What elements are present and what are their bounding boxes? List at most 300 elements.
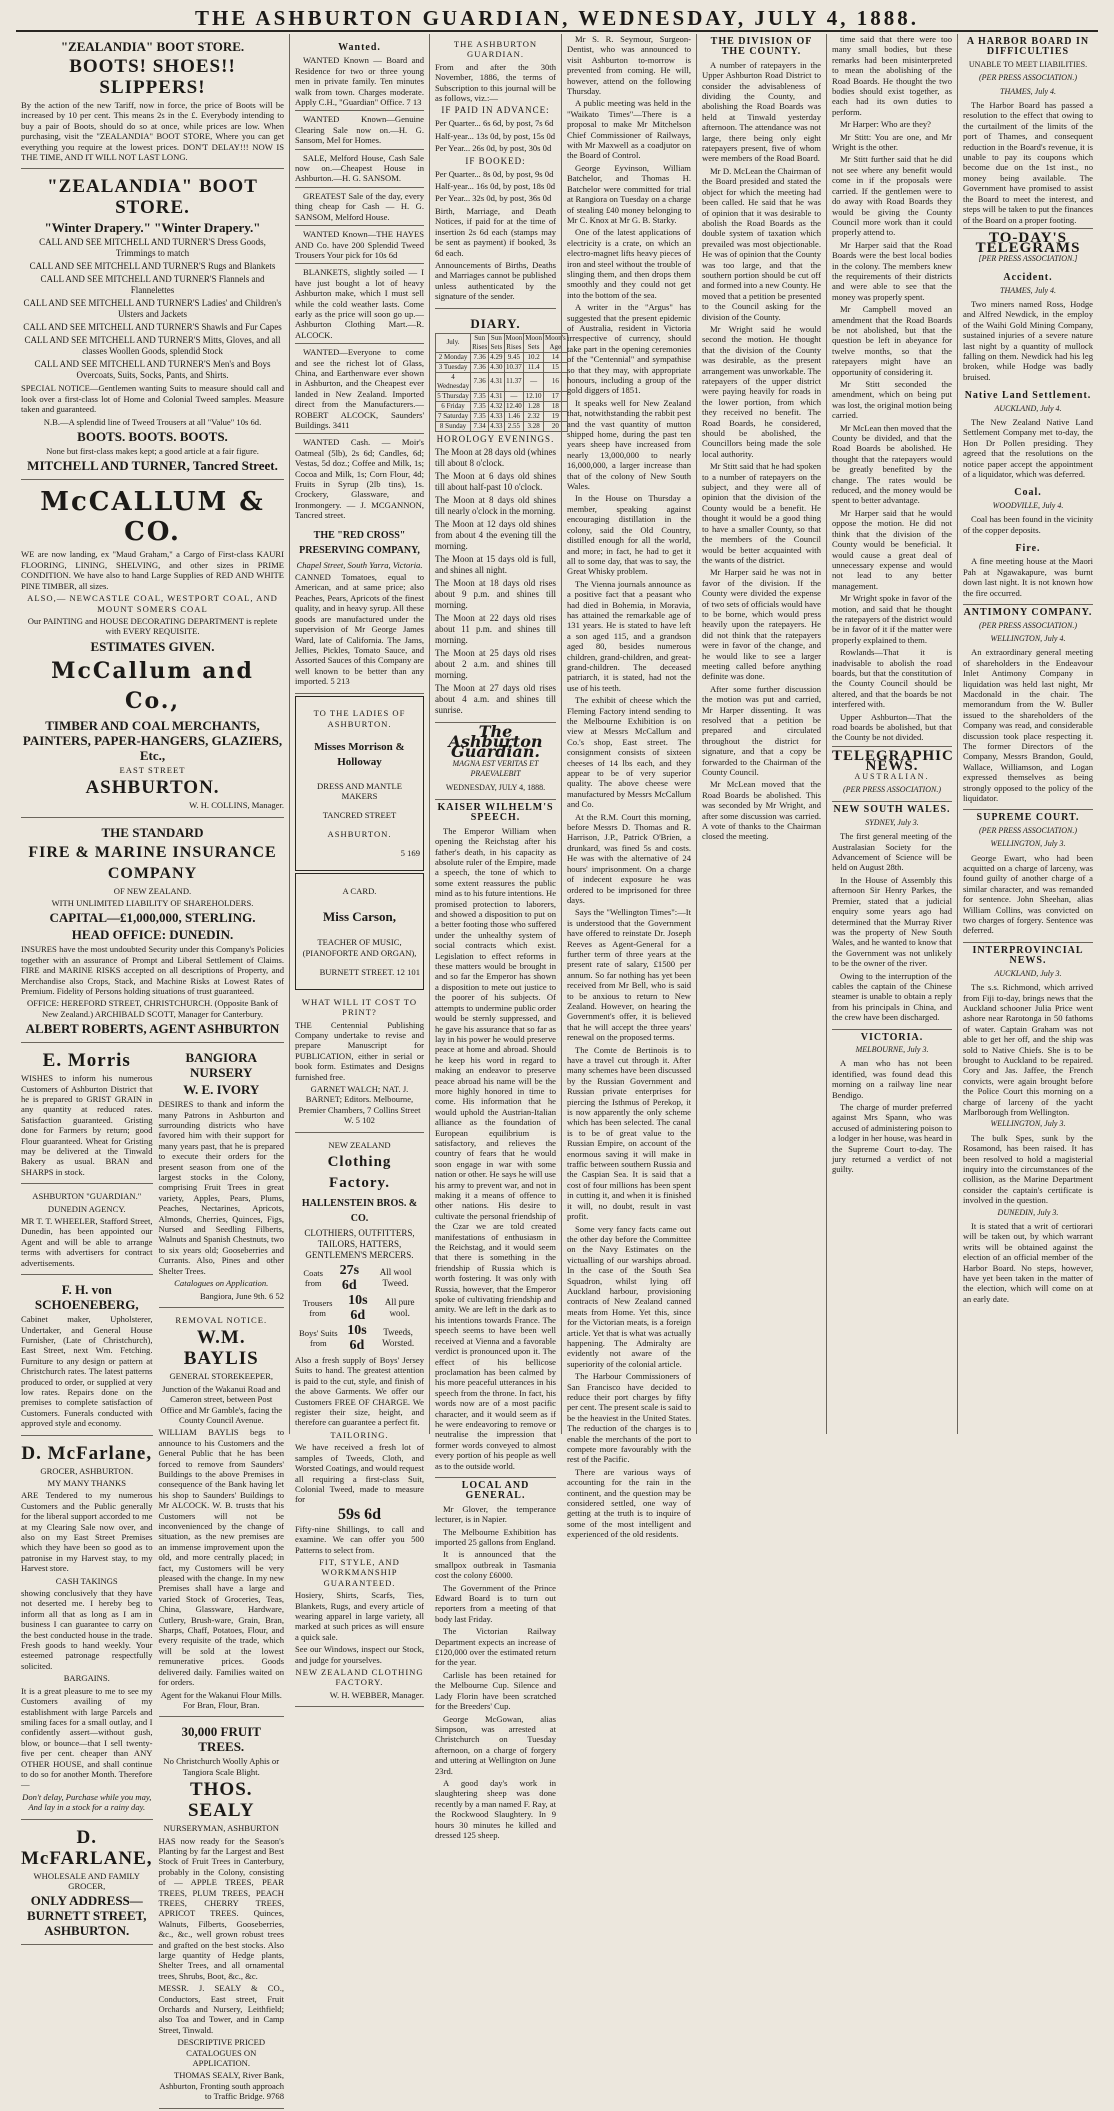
article-paragraph: Mr McLean then moved that the County be divided, and that the Road Boards be abolished. He thought that the ratepayers would be greatly benefited by the change. The rates would be reduced, and the money would be spent to better advantage. (832, 422, 952, 506)
table-row (436, 372, 568, 391)
ad-line: CALL AND SEE MITCHELL AND TURNER'S Rugs and Blankets (29, 261, 276, 272)
news-paragraph: George Ewart, who had been acquitted on a charge of larceny, was found guilty of another charge of a similar character, and was remanded for sentence. John Sheehan, alias William Collins, was convicted on two charges of forgery. Sentence was deferred. (963, 852, 1093, 936)
sub-rate: Per Quarter... 6s 6d, by post, 7s 6d (435, 118, 554, 129)
morrison-ad (295, 696, 424, 872)
ad-manager: W. H. WEBBER, Manager. (329, 1689, 424, 1700)
ad-name: Misses Morrison & Holloway (314, 740, 405, 768)
price-note: All wool Tweed. (379, 1267, 412, 1289)
sub-rate: Half-year... 16s 0d, by post, 18s 0d (435, 181, 556, 192)
table-header: Sun Sets (490, 333, 503, 351)
sealy-ad (159, 1719, 285, 2108)
news-paragraph: Owing to the interruption of the cables the captain of the Chinese steamer is unable to obtain a reply from his principals in China, and the crew have been discharged. (832, 970, 952, 1023)
todays-telegrams-heading: TO-DAY'S TELEGRAMS (975, 229, 1081, 257)
ad-trade: GENERAL STOREKEEPER, (169, 1371, 274, 1382)
column-7 (958, 34, 1098, 1434)
diary-line: The Moon at 27 days old rises about 4 a.m. and shines till sunrise. (435, 682, 556, 715)
table-cell: 17 (543, 391, 567, 401)
ad-name: W.M. BAYLIS (183, 1327, 259, 1370)
ad-slogan: BOOTS! SHOES!! SLIPPERS! (69, 56, 236, 98)
table-cell: 12.40 (505, 401, 522, 410)
ad-firm: MITCHELL AND TURNER, Tancred Street. (27, 458, 278, 474)
ad-trade: TIMBER AND COAL MERCHANTS, PAINTERS, PAPER-HANGERS, GLAZIERS, Etc., (22, 717, 283, 763)
price-item: Coats from (303, 1267, 323, 1289)
table-cell: 7.34 (471, 421, 489, 431)
article-paragraph: Mr Harper said that he would oppose the motion. He did not think that the division of the County would be beneficial. It would cause a great deal of unnecessary expense and would not lead to any better management. (832, 507, 952, 591)
sub-booked: IF BOOKED: (465, 155, 526, 166)
wanted-ad: BLANKETS, slightly soiled — I have just bought a lot of heavy Ashburton make, which I must sell while the cold weather lasts. Come early as the price will soon go up.—Ashburton Clothing Mart.—R. ALCOCK. (295, 267, 424, 340)
table-header-row (436, 333, 568, 352)
ad-name: Miss Carson, (323, 909, 396, 925)
editorial-title: KAISER WILHELM'S SPEECH. (435, 799, 556, 824)
news-paragraph: Says the "Wellington Times":—It is understood that the Government have offered to reinstate Dr. Joseph Reeves as Agent-General for a further term of three years at the present rate of salary, £1500 per annum. So far nothing has yet been received from Mr Bell, who is said to be anxious to return to New Zealand. However, on hearing the Government's offer, it is believed that he will accept the three years' renewal on the proposed terms. (567, 907, 691, 1043)
ad-office: HEAD OFFICE: DUNEDIN. (71, 927, 234, 943)
news-paragraph: One of the latest applications of electricity is a crate, on which an electro-magnet lifts heavy pieces of iron and steel without the trouble of slinging them, and then drops them smoothly and they could not get into the bottom of the sea. (567, 227, 691, 300)
ad-suit-price: 59s 6d (337, 1505, 382, 1523)
ad-line: CALL AND SEE MITCHELL AND TURNER'S Dress Goods, Trimmings to match (39, 237, 266, 259)
wanted-ad: WANTED Cash. — Moir's Oatmeal (5lb), 2s 6d; Candles, 6d; Vestas, 5d doz.; Coffee and Milk, 1s; Cocoa and Milk, 1s; Corn Flour, 4d; Fruits in Syrup (2lb tins), 1s. Crockery, Glassware, and Ironmongery. — J. MCGANNON, Tancred street. (295, 437, 424, 521)
ad-footer: Bangiora, June 9th. 6 52 (199, 1290, 284, 1301)
telegraphic-heading: TELEGRAPHIC NEWS. (832, 747, 954, 775)
wanted-ad: WANTED Known—THE HAYES AND Co. have 200 Splendid Tweed Trousers Your pick for 10s 6d (295, 229, 424, 260)
ad-body: Hosiery, Shirts, Scarfs, Ties, Blankets, Rugs, and every article of wearing apparel in large variety, all marked at such prices as will ensure a quick sale. (295, 1590, 424, 1642)
table-cell: 4.29 (490, 352, 503, 361)
ad-street: EAST STREET (119, 764, 186, 775)
ad-sig: THOMAS SEALY, River Bank, Ashburton, Fronting south approach to Traffic Bridge. 9768 (159, 2070, 284, 2102)
diary-evening: HOROLOGY EVENINGS. (436, 433, 555, 444)
ad-slogan: "Winter Drapery." "Winter Drapery." (44, 220, 261, 236)
ad-card: A CARD. (342, 885, 377, 896)
table-cell: 2.32 (524, 411, 544, 421)
news-paragraph: The New Zealand Native Land Settlement Company met to-day, the Hon Dr Pollen presiding. They agreed that the resolutions on the notice paper accept the appointment of a liquidator, which was deferred. (963, 417, 1093, 480)
ad-body: MR T. T. WHEELER, Stafford Street, Dunedin, has been appointed our Agent and will be able to arrange terms with advertisers for contract advertisements. (21, 1216, 153, 1268)
table-cell: 11.37 (504, 372, 524, 391)
news-paragraph: The Comte de Bertinois is to have a travel cut through it. After many schemes have been discussed by the Russian Government and Russian private enterprises for piercing the Isthmus of Perekop, it is now apparently the only scheme which has been selected. The canal is to be of great value to the Russian Empire, on account of the enormous saving it will make in traffic between southern Russia and the Caspian Sea. It is said that a cost of four millions has been spent in cutting it, and when it is finished it will, no doubt, result in vast profit. (567, 1044, 691, 1222)
ad-line: ASHBURTON "GUARDIAN." (32, 1191, 142, 1202)
news-paragraph: The first general meeting of the Australasian Society for the Advancement of Science will be held on August 28th. (832, 831, 952, 873)
column-3 (430, 34, 566, 1840)
ad-title: WHAT WILL IT COST TO PRINT? (301, 996, 418, 1018)
ad-title: E. Morris (42, 1050, 131, 1072)
clothing-ad (295, 1135, 424, 1708)
ad-boots: BOOTS. BOOTS. BOOTS. (77, 429, 228, 445)
inter-date: AUCKLAND, July 3. (994, 968, 1062, 978)
morris-ad (21, 1045, 153, 1184)
table-cell: 11.4 (524, 362, 544, 372)
wanted-ad: WANTED Known — Board and Residence for two or three young men in private family. Ten minutes walk from town. Charges moderate. Apply C.H., "Guardian" Office. 7 13 (295, 55, 424, 108)
sub-announce: Announcements of Births, Deaths and Marriages cannot be published unless authenticated by the signature of the sender. (435, 259, 556, 302)
price-row (295, 1323, 424, 1353)
news-paragraph: At the R.M. Court this morning, before Messrs D. Thomas and R. Harrison, J.P., Patrick O'Brien, a drunkard, was fined 5s and costs. He was with the alternative of 24 hours' imprisonment. On a charge of indecent exposure he was ordered to be imprisoned for three days. (567, 811, 691, 905)
ad-sub: No Christchurch Woolly Aphis or Tangiora Scale Blight. (163, 1756, 280, 1777)
telegraphic-sub: AUSTRALIAN. (854, 771, 930, 781)
diary-title: DIARY. (470, 315, 521, 331)
ad-line: CALL AND SEE MITCHELL AND TURNER'S Mitts, Gloves, and all classes Woollen Goods, splendid Stock (24, 335, 281, 357)
article-paragraph: Mr D. McLean the Chairman of the Board presided and stated the object for which the meeting had been called. He said that he was of opinion that it was desirable to abolish the Road Boards as the double system of taxation which prevailed was most objectionable. He was of opinion that the County was too large, and that the southern portion should be cut off and formed into a new County. He moved that a petition be presented to the Council asking for the division of the County. (702, 165, 821, 322)
price-item: Boys' Suits from (299, 1327, 338, 1349)
diary-line: The Moon at 6 days old shines till about half-past 10 o'clock. (435, 470, 556, 492)
table-cell: 1.28 (524, 401, 544, 411)
table-cell: 6 Friday (436, 401, 471, 411)
ad-body: WISHES to inform his numerous Customers of Ashburton District that he is prepared to GRIST GRAIN in any quantity at reduced rates. Satisfaction guaranteed. Gristing done for Farmers by return; good Flour guaranteed. Wheat for Gristing may be delivered at the Tinwald Bakery as usual. BRAN and SHARPS in stock. (21, 1073, 153, 1177)
table-cell: 2 Monday (436, 352, 471, 362)
diary (435, 311, 566, 723)
diary-line: The Moon at 12 days old shines from about 4 the evening till the morning. (435, 518, 556, 551)
ad-line: CALL AND SEE MITCHELL AND TURNER'S Ladies' and Children's Ulsters and Jackets (23, 298, 282, 320)
antimony-date: WELLINGTON, July 4. (990, 633, 1066, 643)
news-paragraph: A fine meeting house at the Maori Pah at Ngawakapure, was burnt down last night. It is not known how the fire occurred. (963, 556, 1093, 598)
news-paragraph: The Vienna journals announce as a positive fact that a peasant who had died in Bohemia, in Moravia, has attained the remarkable age of 131 years. He is stated to have left a son aged 115, and a grandson aged 80, besides numerous children, grand-children, and great-grand-children. The deceased patriarch, it is stated, had not the use of his teeth. (567, 578, 691, 693)
table-cell: 10.37 (505, 362, 522, 371)
table-cell: 7.35 (471, 401, 489, 411)
ad-body: It is a great pleasure to me to see my Customers availing of my establishment with large Parcels and smiling faces for a small outlay, and I confidently assert—without gush, blow, or bounce—that I sell twenty-five per cent. cheaper than ANY OTHER HOUSE, and shall continue to do so for another Month. Therefore— (21, 1685, 153, 1790)
news-paragraph: Mr S. R. Seymour, Surgeon-Dentist, who was announced to visit Ashburton to-morrow is prevented from coming. He will, however, attend on the following Thursday. (567, 34, 691, 97)
news-paragraph: It speaks well for New Zealand that, notwithstanding the rabbit pest and the vast quantity of mutton shipped home, during the past ten years sheep have increased from nearly 13,000,000 to nearly 16,000,000, a larger increase than that of the colony of New South Wales. (567, 397, 691, 492)
harbour-assoc: (PER PRESS ASSOCIATION.) (979, 73, 1077, 83)
article-paragraph: Mr Stitt said that he had spoken to a number of ratepayers on the subject, and they were all of opinion that the division of the County would be a benefit. He thought it would be a good thing to have a smaller County, so that the members of the Council would be better acquainted with the wants of the district. (702, 461, 821, 565)
ad-trade: GROCER, ASHBURTON. (40, 1465, 134, 1476)
table-cell: 5 Thursday (437, 391, 469, 400)
ad-firm: HALLENSTEIN BROS. & CO. (301, 1198, 418, 1225)
article-paragraph: time said that there were too many small bodies, but these remarks had been misinterpreted to mean the abolishing of the Road Boards. He thought the two bodies should exist together, as each had its own duties to perform. (832, 34, 952, 117)
item-date: THAMES, July 4. (1000, 285, 1056, 295)
sub-rate: Per Year... 26s 0d, by post, 30s 0d (435, 143, 552, 154)
paper-nameplate: The Ashburton Guardian. (448, 721, 543, 762)
item-date: WOODVILLE, July 4. (992, 500, 1064, 510)
table-cell: 9.45 (504, 352, 524, 362)
article-paragraph: Mr Harper said he was not in favor of the division. If the County were divided the expense of two sets of officials would have to be borne, which would press heavily upon the ratepayers. He did not think that the ratepayers were in favor of the change, and he would like to see a larger meeting called before anything definite was done. (702, 567, 821, 682)
ad-addr: ONLY ADDRESS— BURNETT STREET, ASHBURTON. (27, 1893, 147, 1939)
column-2 (290, 34, 430, 1700)
news-paragraph: A public meeting was held in the "Waikato Times"—There is a proposal to make Mr Mitchelson Chief Commissioner of Railways, with Mr Maxwell as a coadjutor on the Board of Control. (567, 98, 691, 161)
diary-table (435, 333, 568, 432)
sub-rate: Per Quarter... 8s 0d, by post, 9s 0d (435, 168, 554, 179)
local-item: George McGowan, alias Simpson, was arrested at Christchurch on Tuesday afternoon, on a charge of forgery and uttering at Wellington on June 23rd. (435, 1713, 556, 1776)
article-paragraph: Mr Stitt seconded the amendment, which on being put was lost, the original motion being carried. (832, 379, 952, 421)
subscription-notice (435, 34, 556, 309)
table-row (436, 352, 568, 362)
column-5 (697, 34, 827, 1434)
item-heading: Fire. (1015, 543, 1041, 555)
ad-num: 5 169 (400, 848, 420, 859)
ad-footer: DESCRIPTIVE PRICED CATALOGUES ON APPLICATION. (177, 2037, 266, 2069)
column-4 (562, 34, 697, 1540)
mccallum-ad (21, 482, 284, 817)
ad-trade: NURSERYMAN, ASHBURTON (163, 1823, 279, 1834)
table-header: Moon Sets (525, 333, 542, 351)
guardian-agency-ad (21, 1186, 153, 1275)
vic-heading: VICTORIA. (832, 1029, 952, 1043)
ad-trade: DRESS AND MANTLE MAKERS (317, 780, 402, 802)
ad-addr: Junction of the Wakanui Road and Cameron street, between Post Office and Mr Gamble's, facing the County Council Avenue. (160, 1383, 283, 1425)
table-row (436, 411, 568, 421)
sub-body: From and after the 30th November, 1886, the terms of Subscription to this journal will be as follows, viz.:— (435, 61, 556, 104)
diary-line: The Moon at 18 days old rises about 9 p.m. and shines till morning. (435, 577, 556, 610)
telegraphic-assoc: (PER PRESS ASSOCIATION.) (843, 785, 941, 795)
article-paragraph: Rowlands—That it is inadvisable to abolish the road boards, but that the constitution of the County Council should be altered, and that the boards be not interfered with. (832, 647, 952, 710)
ad-line: CALL AND SEE MITCHELL AND TURNER'S Shawls and Fur Capes (23, 322, 282, 333)
article-paragraph: Mr Harper said that the Road Boards were the best local bodies in the colony. The members knew the requirements of their districts and were able to see that the money was properly spent. (832, 239, 952, 302)
baylis-ad (159, 1310, 285, 1717)
ad-of: OF NEW ZEALAND. (113, 885, 192, 896)
ad-body: ARE Tendered to my numerous Customers and the Public generally for the liberal support accorded to me at my Clearing Sale now over, and also on my East Street Premises which they have been so good as to patronise in my Harvest stay, to my Harvest store. (21, 1490, 153, 1574)
price-row (295, 1263, 424, 1293)
ad-cash: CASH TAKINGS (55, 1575, 118, 1586)
item-heading: Coal. (1014, 487, 1042, 499)
ad-agent: ALBERT ROBERTS, AGENT ASHBURTON (25, 1021, 280, 1037)
price-note: Tweeds, Worsted. (382, 1327, 415, 1349)
sub-paid: IF PAID IN ADVANCE: (441, 105, 550, 116)
nsw-heading: NEW SOUTH WALES. (832, 801, 952, 815)
ad-title: "ZEALANDIA" BOOT STORE. (60, 39, 245, 54)
table-cell: 7.36 (471, 362, 489, 372)
table-cell: 4.31 (489, 372, 504, 391)
ad-name: THOS. SEALY (187, 1779, 255, 1822)
table-cell: 4.33 (490, 411, 503, 420)
carson-ad (295, 873, 424, 989)
ad-trade: WHOLESALE AND FAMILY GROCER, (33, 1870, 140, 1891)
news-paragraph: It is stated that a writ of certiorari will be taken out, by which warrant writs will be obtained against the election of an official member of the Harbor Board. No steps, however, have yet been taken in the matter of the election, which will come on at an early date. (963, 1221, 1093, 1304)
article-paragraph: Mr Stitt: You are one, and Mr Wright is the other. (832, 131, 952, 153)
news-paragraph: The Harbor Board has passed a resolution to the effect that owing to the curtailment of the limits of the port of Thames, and consequent reduction in the Board's revenue, it is unable to pay its coupons which become due on the 1st inst., no money being available. The Government have promised to assist the Board to meet the interest, and steps will be taken to put the finances of the Board on a proper footing. (963, 100, 1093, 225)
article-paragraph: Mr McLean moved that the Road Boards be abolished. This was seconded by Mr Wright, and after some discussion was carried. A vote of thanks to the Chairman closed the meeting. (702, 779, 821, 842)
zealandia-ad-2 (21, 171, 284, 480)
supreme-heading: SUPREME COURT. (963, 809, 1093, 823)
ad-sig: GARNET WALCH; NAT. J. BARNET; Editors. Melbourne, Premier Chambers, 7 Collins Street W. 5 102 (298, 1084, 421, 1126)
news-paragraph: George Eyvinson, William Batchelor, and Thomas H. Batchelor were committed for trial at Rangiora on Tuesday on a charge of stealing £40 money belonging to Mr C. Knox at Mr G. B. Starky. (567, 162, 691, 225)
ad-line: DUNEDIN AGENCY. (47, 1203, 126, 1214)
ad-sub: MY MANY THANKS (47, 1477, 126, 1488)
editorial-body: The Emperor William when opening the Reichstag after his father's death, in his capacity as absolute ruler of the Empire, made a speech, the tone of which to some extent reassures the public mind as to his future intentions. He promised protection to laborers, and showed a disposition to put on a better footing those who suffered under the unhealthy system of social contracts which exist. Legislation to effect reforms in these matters would be brought in and so far the Emperor has shown a disposition to mete out justice to the poorer of his subjects. Of attempts to undermine public order would be sternly suppressed, and he gave his assurance that so far as lay in his power he would preserve peace at home and abroad. Should he keep his word in regard to making an endeavor to preserve peace abroad his name will be the more highly honored in time to come. His information that he would uphold the Austrian-Italian alliance as the foundation of European equilibrium is satisfactory, and relieves the country of fears that he would soon engage in war with some nation or other. He says he will use his army to prevent war, and not in making it a means of offence to other nations. His desire to cultivate the personal friendship of the Czar we are told created manifestations of enthusiasm in the Reichstag, and it would seem that there is something in the friendship of Russia which is worth fostering. It was only with Russia, however, that the Emperor spoke of cultivating friendship and amity. We are left in the dark as to his intentions towards France. The speech seems to have been well received at Vienna and a favorable verdict is pronounced upon it. The effect of his bellicose proclamation has been calmed by his more peaceful utterances in his speech from the throne. In fact, his words now are of a most pacific character, and it would seem as if he were endeavoring to remove or neutralise the impression that former words conveyed to almost every portion of his people as well as to the outside world. (435, 825, 557, 1471)
insurance-ad (21, 820, 284, 1044)
item-heading: Native Land Settlement. (964, 390, 1092, 402)
price-note: All pure wool. (384, 1297, 415, 1319)
ad-capital: CAPITAL—£1,000,000, STERLING. (49, 910, 256, 926)
masthead: THE ASHBURTON GUARDIAN, WEDNESDAY, JULY 4, 1888. (16, 6, 1098, 32)
supreme-date: WELLINGTON, July 3. (990, 839, 1066, 849)
price-value: 10s 6d (348, 1293, 368, 1324)
table-row (436, 421, 568, 431)
harbour-date: THAMES, July 4. (1000, 86, 1056, 96)
diary-line: The Moon at 15 days old is full, and shines all night. (435, 553, 556, 575)
table-header: Sun Rises (472, 333, 488, 351)
wanted-ad: SALE, Melford House, Cash Sale now on.—Cheapest House in Ashburton.—H. G. SANSOM. (295, 152, 424, 184)
nsw-date: SYDNEY, July 3. (865, 817, 919, 827)
ad-body: HAS now ready for the Season's Planting by far the Largest and Best Stock of Fruit Trees in Canterbury, probably in the Colony, consisting of — APPLE TREES, PEAR TREES, PLUM TREES, PEACH TREES, CHERRY TREES, APRICOT TREES. Quinces, Walnuts, Filberts, Gooseberries, &c., &c., well grown robust trees and grafted on the best stocks. Also large quantity of Hedge plants, Shelter Trees, and all ornamental trees, Shrubs, Boot, &c., &c. (158, 1835, 284, 1981)
ad-body: Fifty-nine Shillings, to call and examine. We can offer you 500 Patterns to select from. (295, 1523, 424, 1555)
ad-street: TANCRED STREET (322, 810, 397, 821)
ad-town: ASHBURTON. (327, 829, 392, 840)
sub-notices: Birth, Marriage, and Death Notices, if paid for at the time of insertion 2s 6d each (stamps may be sent as payment) if booked, 3s 6d each. (435, 205, 556, 258)
local-heading: LOCAL AND GENERAL. (435, 1477, 556, 1502)
table-cell: 16 (543, 372, 567, 391)
printing-ad (295, 992, 424, 1133)
ad-trade: CLOTHIERS, OUTFITTERS, TAILORS, HATTERS, GENTLEMEN'S MERCERS. (304, 1228, 415, 1261)
table-cell: 10.2 (524, 352, 544, 362)
ad-line: CALL AND SEE MITCHELL AND TURNER'S Men's and Boys Overcoats, Suits, Socks, Pants, and Shirts. (34, 359, 271, 381)
mcfarlane-ad-2 (21, 1822, 153, 1946)
news-paragraph: An extraordinary general meeting of shareholders in the Endeavour Inlet Antimony Company in liquidation was held last night, Mr Macdonald in the chair. The memorandum from the W. Buller issued to the shareholders of the Company was read, and considerable discussion took place respecting it. The former Directors of the Company, Messrs Brandon, Gould, Wallace, Williamson, and Logan expressed themselves as being strongly opposed to the policy of the liquidator. (963, 647, 1093, 803)
todays-telegrams-assoc: [PER PRESS ASSOCIATION.] (978, 253, 1078, 263)
ad-the: THE STANDARD (101, 824, 204, 840)
ad-body: CANNED Tomatoes, equal to American, and at same price; also Peaches, Pears, Apricots of the finest quality, and in heavy syrup. All these goods are manufactured under the supervision of Mr George James Ward, late of California. The Jams, Jellies, Pickles, Tomato Sauce, and Assorted Sauces of this Company are well known to be better than any imported. 5 213 (295, 572, 424, 687)
local-item: The Melbourne Exhibition has imported 25 gallons from England. (435, 1526, 556, 1547)
table-cell: 4.30 (490, 362, 503, 371)
ad-line2: Clothing Factory. (327, 1154, 392, 1192)
local-item: Mr Glover, the temperance lecturer, is in Napier. (435, 1503, 556, 1525)
ad-body: THE Centennial Publishing Company undertake to revise and prepare Manuscript for PUBLICATION, either in serial or book form. Estimates and Designs furnished free. (295, 1019, 424, 1082)
vic-date: MELBOURNE, July 3. (855, 1044, 929, 1054)
col1-split (21, 1045, 284, 2111)
news-paragraph: There are various ways of accounting for the rain in the continent, and the question may be considered settled, one way of getting at the truth is to inquire of some of the most intelligent and experienced of the old residents. (567, 1466, 691, 1540)
diary-line: The Moon at 28 days old (whines till about 8 o'clock. (435, 446, 556, 468)
article-paragraph: Upper Ashburton—That the road boards be abolished, but that the County be not divided. (832, 711, 952, 743)
news-paragraph: Coal has been found in the vicinity of the copper deposits. (963, 514, 1093, 535)
ad-liability: WITH UNLIMITED LIABILITY OF SHAREHOLDERS. (51, 897, 254, 908)
ad-notice: SPECIAL NOTICE—Gentlemen wanting Suits to measure should call and look over a first-class lot of Home and Colonial Tweed samples. Measure taken and guaranteed. (21, 383, 284, 415)
table-cell: 7.36 (471, 372, 489, 391)
col1-right (159, 1045, 285, 2111)
ad-body: INSURES have the most undoubted Security under this Company's Policies together with an assurance of Prompt and Liberal Settlement of Claims. FIRE and MARINE RISKS accepted on all descriptions of Property, and Merchandise also Crops, Stack, and Machine Risks at Lowest Rates of Premium. Fidelity of Persons holding situations of trust guaranteed. (21, 944, 284, 996)
table-row (436, 401, 568, 411)
ad-branch: OFFICE: HEREFORD STREET, CHRISTCHURCH. (Opposite Bank of New Zealand.) ARCHIBALD SCOTT, Manager for Canterbury. (27, 998, 278, 1019)
diary-line: The Moon at 22 days old rises about 11 p.m. and shines till morning. (435, 612, 556, 645)
item-heading: Accident. (1003, 272, 1053, 284)
article-paragraph: Mr Campbell moved an amendment that the Road Boards be not abolished, but that the question be left in abeyance for twelve months, so that the ratepayers might have an opportunity of considering it. (832, 304, 952, 377)
ad-body: By the action of the new Tariff, now in force, the price of Boots will be increased by 10 per cent. This means 2s in the £. Everybody intending to buy a pair of Boots, should do so at once, while prices are low. When purchasing, visit the "ZEALANDIA" BOOT STORE, Where you can get everything you require at the lowest prices. DON'T DELAY!!! NOW IS THE TIME, AND IT WILL NOT LAST LONG. (21, 100, 284, 163)
dunedin-date: DUNEDIN, July 3. (997, 1207, 1059, 1217)
diary-line: The Moon at 8 days old shines till nearly o'clock in the morning. (435, 494, 556, 516)
ad-line1: NEW ZEALAND (328, 1139, 391, 1150)
wellington-date: WELLINGTON, July 3. (990, 1119, 1066, 1129)
col1-left (21, 1045, 153, 2111)
news-paragraph: A man who has not been identified, was found dead this morning on a railway line near Bendigo. (832, 1058, 952, 1100)
ad-to: TO THE LADIES OF ASHBURTON. (313, 708, 406, 729)
diary-line: The Moon at 25 days old rises about 2 a.m. and shines till morning. (435, 647, 556, 680)
ad-title: BANGIORA NURSERY (185, 1050, 257, 1081)
supreme-assoc: (PER PRESS ASSOCIATION.) (979, 825, 1077, 835)
ad-name: McCallum and Co., (51, 657, 254, 714)
ad-agent: Agent for the Wakanui Flour Mills. For Bran, Flour, Bran. (160, 1689, 282, 1710)
table-cell: 14 (543, 352, 567, 362)
ad-addr: BURNETT STREET. 12 101 (319, 966, 420, 977)
schoenberg-ad (21, 1277, 153, 1435)
wanted-ad: WANTED—Everyone to come and see the richest lot of Glass, China, and Earthenware ever shown in Ashburton, and the Cheapest ever landed in New Zealand. Imported direct from the Manufacturers.—ROBERT ALCOCK, Saunders' Buildings. 3411 (295, 347, 424, 430)
interprovincial-heading: INTERPROVINCIAL NEWS. (963, 942, 1093, 967)
news-paragraph: The exhibit of cheese which the Fleming Factory intend sending to the Melbourne Exhibition is on view at Messrs McCallum and Co.'s shop, East street. The consignment consists of sixteen cheeses of 14 lbs each, and they appear to be of very superior quality. The above cheese were manufactured by Messrs McCallum and Co. (567, 695, 691, 810)
ad-body: MESSR. J. SEALY & CO., Conductors, East street, Fruit Orchards and Nursery, Leithfield; also Toa and Tower, and in Camp Street, Tinwald. (158, 1983, 284, 2035)
sub-title: THE ASHBURTON GUARDIAN. (453, 39, 538, 60)
ad-dept: Our PAINTING and HOUSE DECORATING DEPARTMENT is replete with EVERY REQUISITE. (27, 615, 278, 637)
table-cell: 4.33 (490, 421, 503, 430)
ad-notice: REMOVAL NOTICE. (175, 1314, 268, 1325)
wanted-ad: WANTED Known—Genuine Clearing Sale now on.—H. G. Sansom, Mel for Homes. (295, 114, 424, 146)
ad-title: FIRE & MARINE INSURANCE COMPANY (28, 843, 277, 882)
table-cell: 19 (543, 411, 567, 421)
table-cell: — (524, 372, 544, 391)
news-paragraph: The s.s. Richmond, which arrived from Fiji to-day, brings news that the Auckland schooner Julia Price went ashore near Rarotonga in 50 fathoms of water. Captain Graham was not able to get her off, and the ship was sold to Native Chiefs. She is to be brought to Auckland to be repaired. Cory and Jas. Jaffee, the French convicts, were again brought before the Police Court this morning on a charge of larceny of the yacht Marlborough from Wellington. (963, 982, 1093, 1117)
ad-body: DESIRES to thank and inform the many Patrons in Ashburton and surrounding districts who have favored him with their support for many years past, that he is prepared to execute their orders for the present season from one of the largest stocks in the Colony, comprising Fruit Trees in great variety, Apples, Pears, Plums, Peaches, Nectarines, Apricots, Almonds, Cherries, Quinces, Figs, Nursed and Seedling Filberts, Walnuts and Spanish Chestnuts, two to six years old; Gooseberries and Currants. Also, Pines and other Shelter Trees. (158, 1099, 284, 1276)
antimony-heading: ANTIMONY COMPANY. (963, 604, 1093, 618)
news-paragraph: Two miners named Ross, Hodge and Alfred Newdick, in the employ of the Waihi Gold Mining Company, sustained injuries of a severe nature last night by a quantity of mullock falling on them. Newdick had his leg broken, while Hodge was badly bruised. (963, 298, 1093, 382)
table-cell: 8 Sunday (436, 421, 471, 431)
table-cell: 15 (543, 362, 567, 372)
table-header: July. (436, 333, 471, 352)
ad-body: We have received a fresh lot of samples of Tweeds, Cloth, and Worsted Coatings, and would request all requiring a first-class Suit, Colonial Tweed, made to measure for (295, 1442, 424, 1505)
table-cell: 1.46 (504, 411, 524, 421)
table-cell: 18 (543, 401, 567, 411)
ad-name: W. E. IVORY (183, 1082, 260, 1098)
news-paragraph: Some very fancy facts came out the other day before the Committee on the Navy Estimates on the victualling of our warships abroad. In the case of the South Sea Squadron, whilst lying off Auckland harbour, provisioning contracts of New Zealand canned meats from Home. Yet this, since for the Victorian meats, is a foreign article. Yet that is what was actually happening. The Admiralty are evidently not aware of the superiority of the colonial article. (567, 1223, 691, 1369)
local-item: It is announced that the smallpox outbreak in Tasmania cost the colony £6000. (435, 1549, 556, 1581)
article-paragraph: A number of ratepayers in the Upper Ashburton Road District to consider the advisableness of dividing the County, and abolishing the Road Boards was held at Tinwald yesterday afternoon. The attendance was not large, there being only eight ratepayers present, five of whom were members of the Road Board. (702, 59, 821, 164)
table-cell: 20 (543, 421, 567, 431)
table-cell: 3 Tuesday (436, 362, 471, 372)
news-paragraph: The Harbour Commissioners of San Francisco have decided to reduce their port charges by fifty per cent. The present scale is said to be the heaviest in the United States. The reduction of the charges is to enable the merchants of the port to compete more favourably with the rest of the Pacific. (567, 1371, 691, 1465)
price-value: 27s 6d (339, 1263, 360, 1294)
paper-date: WEDNESDAY, JULY 4, 1888. (445, 782, 546, 792)
news-paragraph: The charge of murder preferred against Mrs Spann, who was accused of administering poison to a lodger in her house, was heard in the Supreme Court to-day. The jury returned a verdict of not guilty. (832, 1102, 952, 1175)
news-paragraph: In the House on Thursday a member, speaking against encouraging distillation in the colony, said the Old Country, distilled enough for all the world, and more; in fact, he had to get it all to some day, that was to say, the Great Whisky problem. (567, 493, 691, 577)
table-header: Moon's Age (544, 333, 566, 351)
ad-title: D. McFARLANE, (21, 1826, 153, 1869)
ad-title: THE "RED CROSS" PRESERVING COMPANY, (299, 529, 420, 556)
ad-boots-note: None but first-class makes kept; a good article at a fair figure. (46, 446, 259, 457)
ad-body: Also a fresh supply of Boys' Jersey Suits to hand. The greatest attention is paid to the cut, style, and finish of the above Garments. We offer our Customers FREE OF CHARGE. We register their size, height, and therefore can guarantee a perfect fit. (295, 1355, 424, 1428)
ad-line: CALL AND SEE MITCHELL AND TURNER'S Flannels and Flannelettes (40, 274, 265, 296)
ad-head: 30,000 FRUIT TREES. (181, 1724, 261, 1755)
antimony-assoc: (PER PRESS ASSOCIATION.) (979, 620, 1077, 630)
article-paragraph: After some further discussion the motion was put and carried, Mr Harper dissenting. It was resolved that a petition be prepared and circulated throughout the district for signature, and that a copy be forwarded to the Chairman of the County Council. (702, 683, 821, 778)
table-cell: 7.35 (471, 411, 489, 421)
news-paragraph: A writer in the "Argus" has suggested that the present epidemic of Australia, resident in Victoria irrespective of currency, should take part in the opening ceremonies of the "Centennial" and sympathise so that they may, with appropriate honours, including a group of the gold diggers of 1851. (567, 302, 691, 396)
local-item: The Victorian Railway Department expects an increase of £120,000 over the estimated return for the year. (435, 1626, 556, 1668)
mcfarlane-ad (21, 1438, 153, 1820)
ad-town: ASHBURTON. (85, 777, 220, 799)
article-paragraph: Mr Wright said he would second the motion. He thought that the division of the County was desirable, as the present arrangement was unworkable. The ratepayers of the upper district were paying heavily for roads in the lower portion, from which they received no benefit. The Road Boards, he considered, should be abolished, the Councillors being made the sole local authority. (702, 323, 821, 459)
ad-body: WE are now landing, ex "Maud Graham," a Cargo of First-class KAURI FLOORING, LINING, SHELVING, and other sizes in PRIME CONDITION. We have also to hand Large Supplies of RED AND WHITE PINE TIMBER, all sizes. (21, 549, 284, 591)
harbour-sub: UNABLE TO MEET LIABILITIES. (968, 59, 1088, 69)
local-item: The Government of the Prince Edward Board is to turn out reporters from a meeting of that body last Friday. (435, 1582, 556, 1624)
price-value: 10s 6d (347, 1323, 367, 1354)
wanted-heading: Wanted. (338, 42, 381, 53)
news-paragraph: The bulk Spes, sunk by the Rosamond, has been raised. It has been resolved to hold a magisterial inquiry into the circumstances of the collision, as the Marine Department consider the captain's certificate is involved in the question. (963, 1132, 1093, 1206)
ad-title: McCALLUM & CO. (40, 487, 265, 548)
sub-rate: Per Year... 32s 0d, by post, 36s 0d (435, 193, 552, 204)
ad-catalogues: Catalogues on Application. (174, 1278, 269, 1289)
ad-tailoring: TAILORING. (330, 1429, 389, 1440)
zealandia-ad-1 (21, 34, 284, 169)
ad-title: "ZEALANDIA" BOOT STORE. (47, 176, 258, 219)
local-item: Carlisle has been retained for the Melbourne Cup. Silence and Lady Florin have been scratched for the Breeders' Cup. (435, 1669, 556, 1712)
ad-addr: Chapel Street, South Yarra, Victoria. (296, 559, 423, 570)
article-title: THE DIVISION OF THE COUNTY. (710, 36, 813, 58)
price-row (295, 1293, 424, 1323)
ivory-ad (159, 1045, 285, 1308)
item-date: AUCKLAND, July 4. (994, 403, 1062, 413)
ad-bargains: BARGAINS. (63, 1673, 110, 1684)
table-cell: 4.31 (490, 391, 503, 400)
ad-body: WILLIAM BAYLIS begs to announce to his Customers and the General Public that he has been forced to remove from Saunders' Buildings to the above Premises in consequence of the Bank having let his shop to Saunders' Buildings to Mr ALCOCK. W. B. trusts that his Customers will not be inconvenienced by the change of situation, as the new premises are an immense improvement upon the old, and more centrally placed; in fact, my Customers will be very pleased with the change. In my new Premises shall have a large and varied Stock of Groceries, Teas, China, Glassware, Hardware, Cutlery, Brush-ware, Grain, Bran, Sharps, Chaff, Potatoes, Flour, and every requisite of the trade, which will be sold at the lowest remunerative prices. Goods delivered daily. Families waited on for orders. (158, 1427, 284, 1688)
ad-title: D. McFarlane, (21, 1442, 153, 1464)
redcross-ad (295, 523, 424, 694)
ad-estimates: ESTIMATES GIVEN. (90, 638, 215, 654)
price-item: Trousers from (302, 1297, 333, 1319)
article-paragraph: Mr Wright spoke in favor of the motion, and said that he thought the ratepayers of the district would be in favor of it if the matter were properly explained to them. (832, 593, 952, 645)
table-cell: 2.55 (504, 421, 524, 431)
article-paragraph: Mr Stitt further said that he did not see where any benefit would come in if the proposals were carried. If the gentlemen were to do away with Road Boards they would be giving the County Council more work than it could properly attend to. (832, 154, 952, 238)
ad-fit: FIT, STYLE, AND WORKMANSHIP GUARANTEED. (319, 1556, 400, 1588)
ad-body: See our Windows, inspect our Stock, and judge for yourselves. (295, 1644, 424, 1665)
